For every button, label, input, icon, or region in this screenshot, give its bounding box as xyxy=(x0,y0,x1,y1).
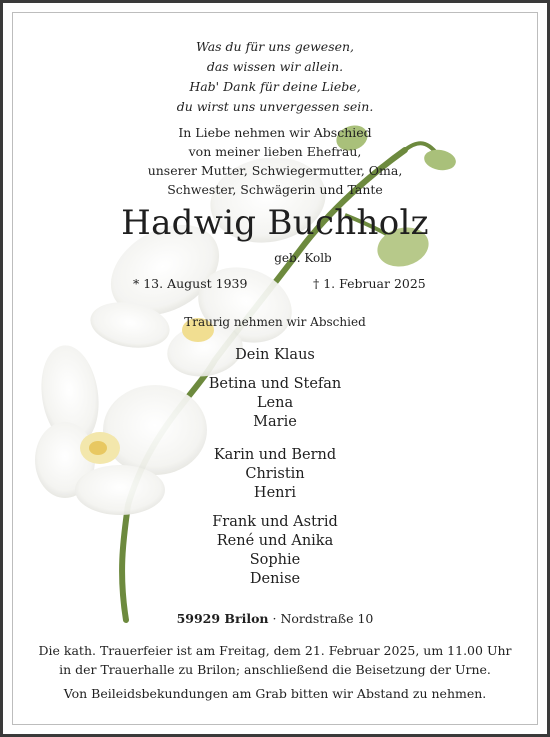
funeral-info xyxy=(0,641,550,679)
poem-line: Was du für uns gewesen, xyxy=(195,39,355,54)
family-member: Betina und Stefan xyxy=(208,376,342,392)
family-member: Marie xyxy=(253,414,297,430)
address-city: 59929 Brilon xyxy=(176,611,269,626)
family-group xyxy=(0,446,550,503)
mourning-line: Traurig nehmen wir Abschied xyxy=(184,315,366,329)
family-member: Frank und Astrid xyxy=(212,514,338,530)
family-group xyxy=(0,513,550,589)
family-member: René und Anika xyxy=(216,533,334,549)
condolence-note: Von Beileidsbekundungen am Grab bitten wir Abstand zu nehmen. xyxy=(63,686,487,701)
address-street: · Nordstraße 10 xyxy=(272,611,374,626)
funeral-info-line: Die kath. Trauerfeier ist am Freitag, dem 21. Februar 2025, um 11.00 Uhr xyxy=(38,643,512,658)
intro-line: Schwester, Schwägerin und Tante xyxy=(167,182,383,197)
birth-date: * 13. August 1939 xyxy=(133,276,248,291)
funeral-info-line: in der Trauerhalle zu Brilon; anschließend die Beisetzung der Urne. xyxy=(59,662,491,677)
poem-line: Hab' Dank für deine Liebe, xyxy=(189,79,361,94)
intro-text xyxy=(0,123,550,199)
address xyxy=(0,611,550,626)
family-member: Henri xyxy=(253,485,297,501)
intro-line: unserer Mutter, Schwiegermutter, Oma, xyxy=(147,163,403,178)
poem xyxy=(0,37,550,117)
poem-line: du wirst uns unvergessen sein. xyxy=(176,99,374,114)
family-member: Christin xyxy=(245,466,305,482)
family-group xyxy=(0,375,550,432)
family-member: Lena xyxy=(256,395,294,411)
family-member: Denise xyxy=(249,571,301,587)
family-member: Sophie xyxy=(249,552,301,568)
poem-line: das wissen wir allein. xyxy=(206,59,344,74)
intro-line: In Liebe nehmen wir Abschied xyxy=(178,125,372,140)
deceased-name: Hadwig Buchholz xyxy=(121,203,429,243)
intro-line: von meiner lieben Ehefrau, xyxy=(188,144,362,159)
family-member: Karin und Bernd xyxy=(213,447,337,463)
death-date: † 1. Februar 2025 xyxy=(313,276,426,291)
spouse-name: Dein Klaus xyxy=(235,347,315,363)
birth-name: geb. Kolb xyxy=(274,251,332,265)
